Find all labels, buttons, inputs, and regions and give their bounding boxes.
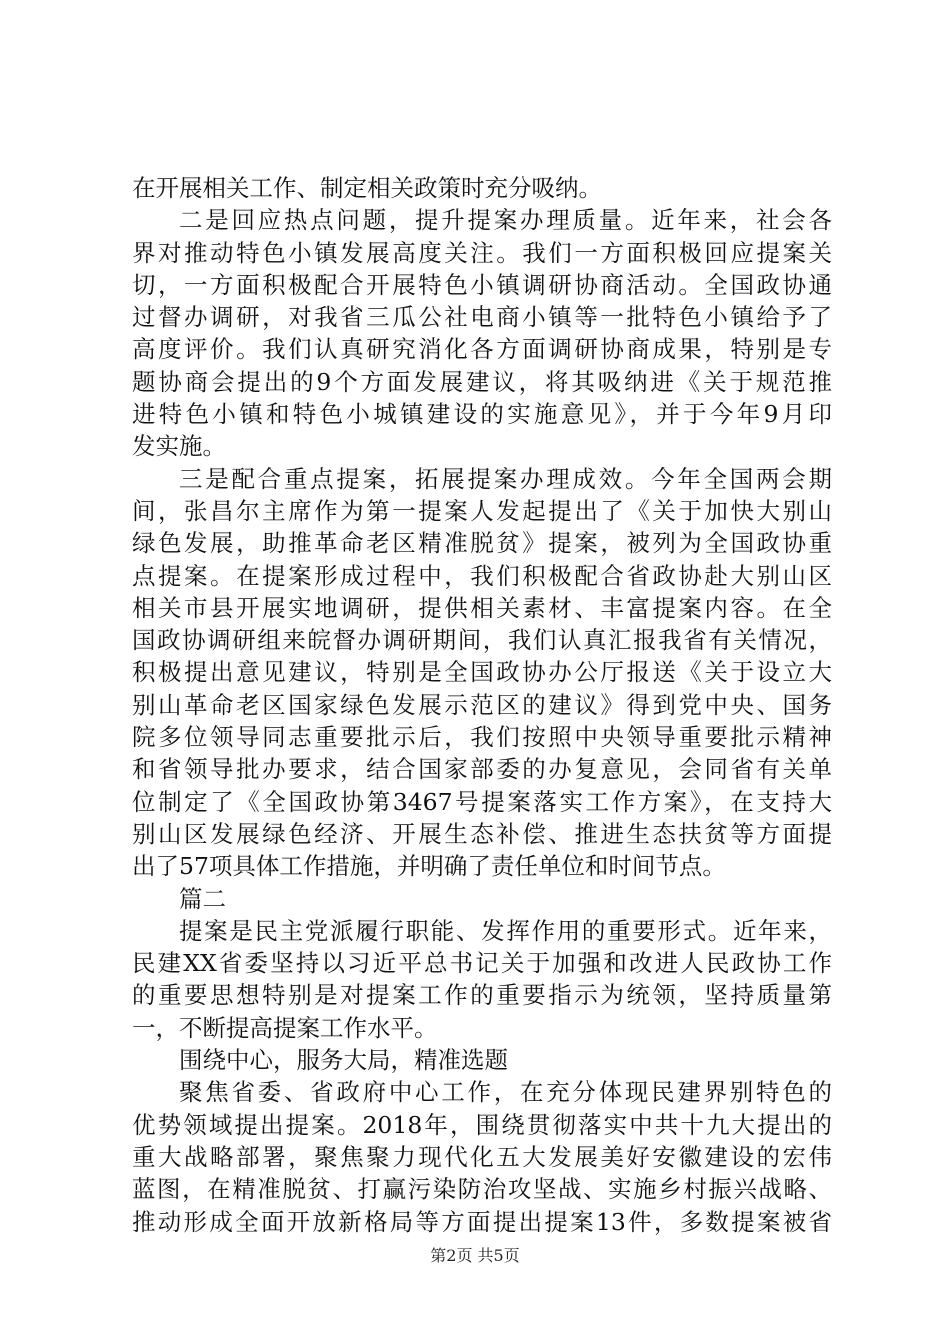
text-line: 积极提出意见建议，特别是全国政协办公厅报送《关于设立大 bbox=[132, 658, 832, 687]
text-line: 提案是民主党派履行职能、发挥作用的重要形式。近年来， bbox=[179, 916, 832, 945]
text-line: 院多位领导同志重要批示后，我们按照中央领导重要批示精神 bbox=[132, 723, 832, 752]
text-line: 绿色发展，助推革命老区精准脱贫》提案，被列为全国政协重 bbox=[132, 529, 832, 558]
text-line: 别山革命老区国家绿色发展示范区的建议》得到党中央、国务 bbox=[132, 690, 832, 719]
text-line: 在开展相关工作、制定相关政策时充分吸纳。 bbox=[132, 174, 602, 202]
text-line: 和省领导批办要求，结合国家部委的办复意见，会同省有关单 bbox=[132, 755, 832, 784]
text-line: 优势领域提出提案。2018年，围绕贯彻落实中共十九大提出的 bbox=[132, 1110, 832, 1139]
text-line: 别山区发展绿色经济、开展生态补偿、推进生态扶贫等方面提 bbox=[132, 819, 832, 848]
text-line: 间，张昌尔主席作为第一提案人发起提出了《关于加快大别山 bbox=[132, 496, 832, 525]
text-line: 过督办调研，对我省三瓜公社电商小镇等一批特色小镇给予了 bbox=[132, 303, 832, 332]
text-line: 篇二 bbox=[179, 884, 226, 913]
text-line: 高度评价。我们认真研究消化各方面调研协商成果，特别是专 bbox=[132, 335, 832, 364]
text-line: 三是配合重点提案，拓展提案办理成效。今年全国两会期 bbox=[179, 464, 832, 493]
text-line: 的重要思想特别是对提案工作的重要指示为统领，坚持质量第 bbox=[132, 981, 832, 1010]
text-line: 出了57项具体工作措施，并明确了责任单位和时间节点。 bbox=[132, 852, 726, 881]
text-line: 蓝图，在精准脱贫、打赢污染防治攻坚战、实施乡村振兴战略、 bbox=[132, 1175, 832, 1204]
text-line: 进特色小镇和特色小城镇建设的实施意见》，并于今年9月印 bbox=[132, 400, 832, 429]
text-line: 重大战略部署，聚焦聚力现代化五大发展美好安徽建设的宏伟 bbox=[132, 1142, 832, 1171]
document-body bbox=[132, 172, 832, 1238]
text-line: 发实施。 bbox=[132, 432, 226, 461]
text-line: 推动形成全面开放新格局等方面提出提案13件，多数提案被省 bbox=[132, 1207, 832, 1236]
text-line: 点提案。在提案形成过程中，我们积极配合省政协赴大别山区 bbox=[132, 561, 832, 590]
text-line: 二是回应热点问题，提升提案办理质量。近年来，社会各 bbox=[179, 206, 832, 235]
text-line: 相关市县开展实地调研，提供相关素材、丰富提案内容。在全 bbox=[132, 593, 832, 622]
text-line: 切，一方面积极配合开展特色小镇调研协商活动。全国政协通 bbox=[132, 270, 832, 299]
text-line: 围绕中心，服务大局，精准选题 bbox=[179, 1046, 508, 1075]
page-footer: 第2页 共5页 bbox=[430, 1246, 520, 1265]
text-line: 国政协调研组来皖督办调研期间，我们认真汇报我省有关情况， bbox=[132, 626, 832, 655]
text-line: 民建XX省委坚持以习近平总书记关于加强和改进人民政协工作 bbox=[132, 949, 832, 978]
text-line: 聚焦省委、省政府中心工作，在充分体现民建界别特色的 bbox=[179, 1078, 832, 1107]
text-line: 位制定了《全国政协第3467号提案落实工作方案》，在支持大 bbox=[132, 787, 832, 816]
text-line: 题协商会提出的9个方面发展建议，将其吸纳进《关于规范推 bbox=[132, 367, 832, 396]
text-line: 一，不断提高提案工作水平。 bbox=[132, 1013, 438, 1042]
text-line: 界对推动特色小镇发展高度关注。我们一方面积极回应提案关 bbox=[132, 238, 832, 267]
